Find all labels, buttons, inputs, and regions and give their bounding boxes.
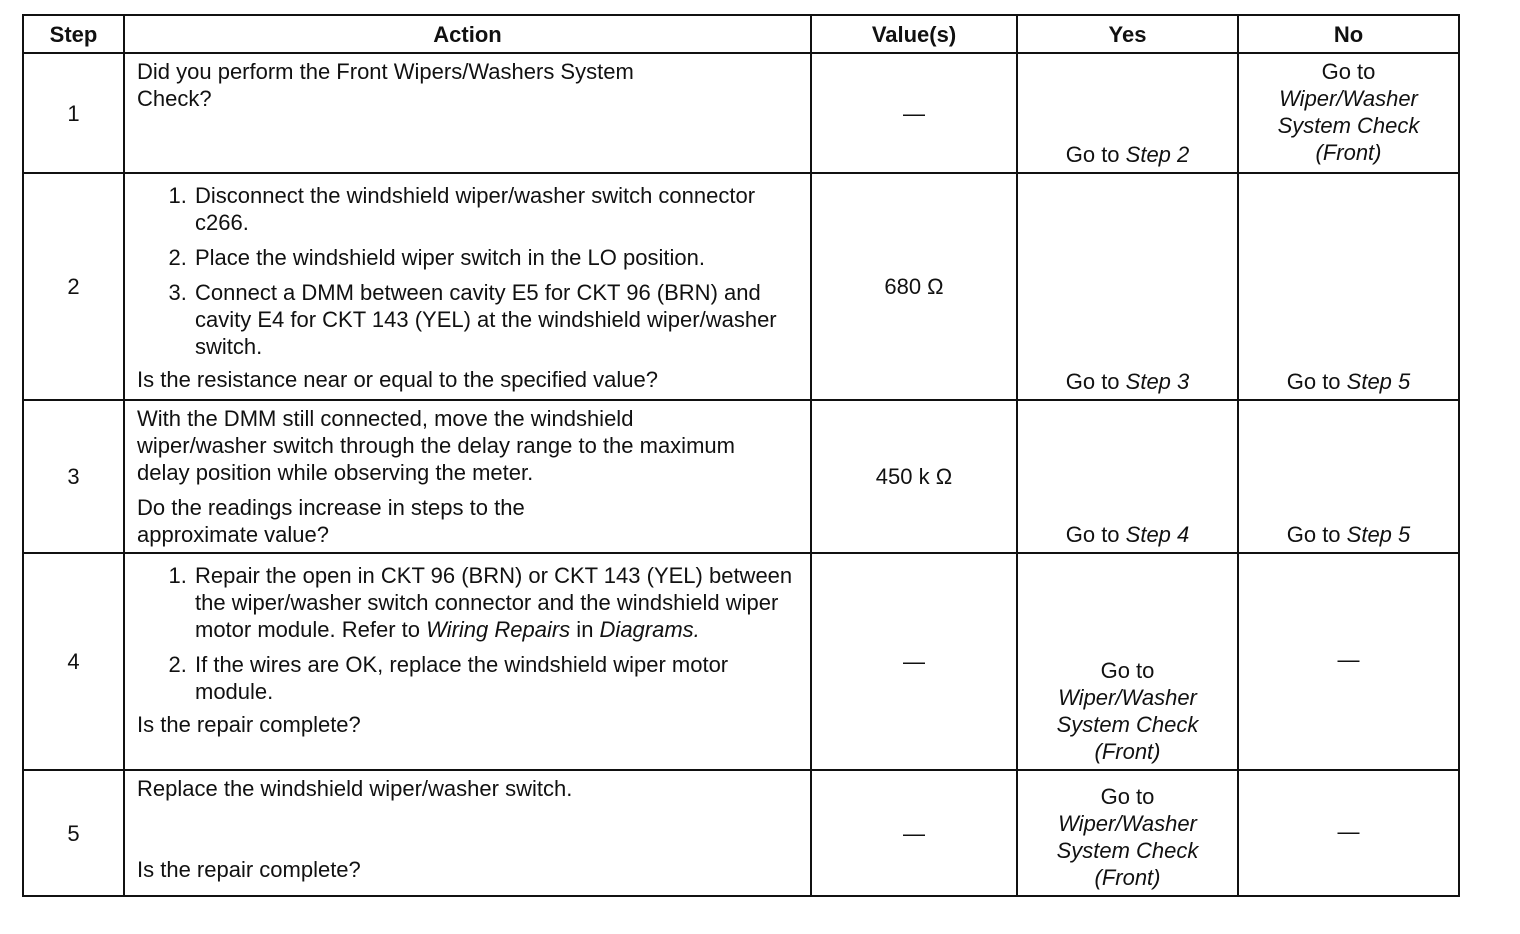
step-number: 4 (23, 553, 124, 770)
wiring-repairs-link[interactable]: Wiring Repairs (426, 617, 571, 642)
header-step: Step (23, 15, 124, 53)
action-cell (124, 53, 811, 173)
substep-text: Repair the open in CKT 96 (BRN) or CKT 143 (YEL) between the wiper/washer switch connector and the windshield wiper motor module. Refer to (195, 563, 793, 642)
yes-prefix: Go to (1065, 369, 1126, 394)
table-row (23, 173, 1459, 400)
no-cell: — (1238, 770, 1459, 896)
value-cell: 450 k Ω (811, 400, 1017, 553)
yes-procedure-link[interactable]: Wiper/Washer System Check (Front) (1056, 811, 1199, 890)
substep-item: 1. Disconnect the windshield wiper/washer switch connector c266. (193, 182, 798, 236)
substep-list (137, 182, 798, 360)
value-cell: — (811, 770, 1017, 896)
no-prefix: Go to (1286, 369, 1347, 394)
yes-cell (1017, 400, 1238, 553)
header-no: No (1238, 15, 1459, 53)
step-number: 3 (23, 400, 124, 553)
table-row (23, 53, 1459, 173)
yes-prefix: Go to (1065, 522, 1126, 547)
no-step-link[interactable]: Step 5 (1346, 369, 1411, 394)
action-text: Did you perform the Front Wipers/Washers System Check? (137, 59, 634, 111)
no-procedure-link[interactable]: Wiper/Washer System Check (Front) (1277, 86, 1420, 165)
no-cell (1238, 173, 1459, 400)
yes-cell (1017, 53, 1238, 173)
action-cell (124, 770, 811, 896)
yes-prefix: Go to (1100, 658, 1155, 683)
table-row (23, 400, 1459, 553)
substep-item: 3. Connect a DMM between cavity E5 for CKT 96 (BRN) and cavity E4 for CKT 143 (YEL) at the windshield wiper/washer switch. (193, 279, 798, 360)
yes-step-link[interactable]: Step 3 (1125, 369, 1190, 394)
substep-list (137, 562, 798, 705)
yes-cell (1017, 173, 1238, 400)
question-text: Is the repair complete? (137, 857, 361, 882)
table-row (23, 770, 1459, 896)
no-cell (1238, 400, 1459, 553)
no-cell (1238, 53, 1459, 173)
step-number: 2 (23, 173, 124, 400)
yes-step-link[interactable]: Step 2 (1125, 142, 1190, 167)
action-cell (124, 400, 811, 553)
yes-prefix: Go to (1100, 784, 1155, 809)
yes-cell (1017, 553, 1238, 770)
action-cell (124, 553, 811, 770)
diagrams-link[interactable]: Diagrams. (599, 617, 700, 642)
substep-text: in (570, 617, 600, 642)
substep-item: 2. If the wires are OK, replace the windshield wiper motor module. (193, 651, 798, 705)
no-step-link[interactable]: Step 5 (1346, 522, 1411, 547)
header-row (23, 15, 1459, 53)
table-row (23, 553, 1459, 770)
spacer (137, 802, 798, 856)
no-prefix: Go to (1321, 59, 1376, 84)
action-cell (124, 173, 811, 400)
value-cell: — (811, 53, 1017, 173)
yes-procedure-link[interactable]: Wiper/Washer System Check (Front) (1056, 685, 1199, 764)
no-cell: — (1238, 553, 1459, 770)
step-number: 1 (23, 53, 124, 173)
question-text: Is the repair complete? (137, 712, 361, 737)
question-text: Do the readings increase in steps to the approximate value? (137, 495, 525, 547)
header-values: Value(s) (811, 15, 1017, 53)
yes-cell (1017, 770, 1238, 896)
question-text: Is the resistance near or equal to the specified value? (137, 367, 658, 392)
yes-step-link[interactable]: Step 4 (1125, 522, 1190, 547)
header-yes: Yes (1017, 15, 1238, 53)
step-number: 5 (23, 770, 124, 896)
action-text: Replace the windshield wiper/washer switch. (137, 776, 573, 801)
diagnostic-table (22, 14, 1460, 897)
action-text: With the DMM still connected, move the windshield wiper/washer switch through the delay range to the maximum delay position while observing the meter. (137, 406, 735, 485)
yes-prefix: Go to (1065, 142, 1126, 167)
header-action: Action (124, 15, 811, 53)
value-cell: 680 Ω (811, 173, 1017, 400)
no-prefix: Go to (1286, 522, 1347, 547)
substep-item (193, 562, 798, 643)
substep-item: 2. Place the windshield wiper switch in the LO position. (193, 244, 798, 271)
value-cell: — (811, 553, 1017, 770)
